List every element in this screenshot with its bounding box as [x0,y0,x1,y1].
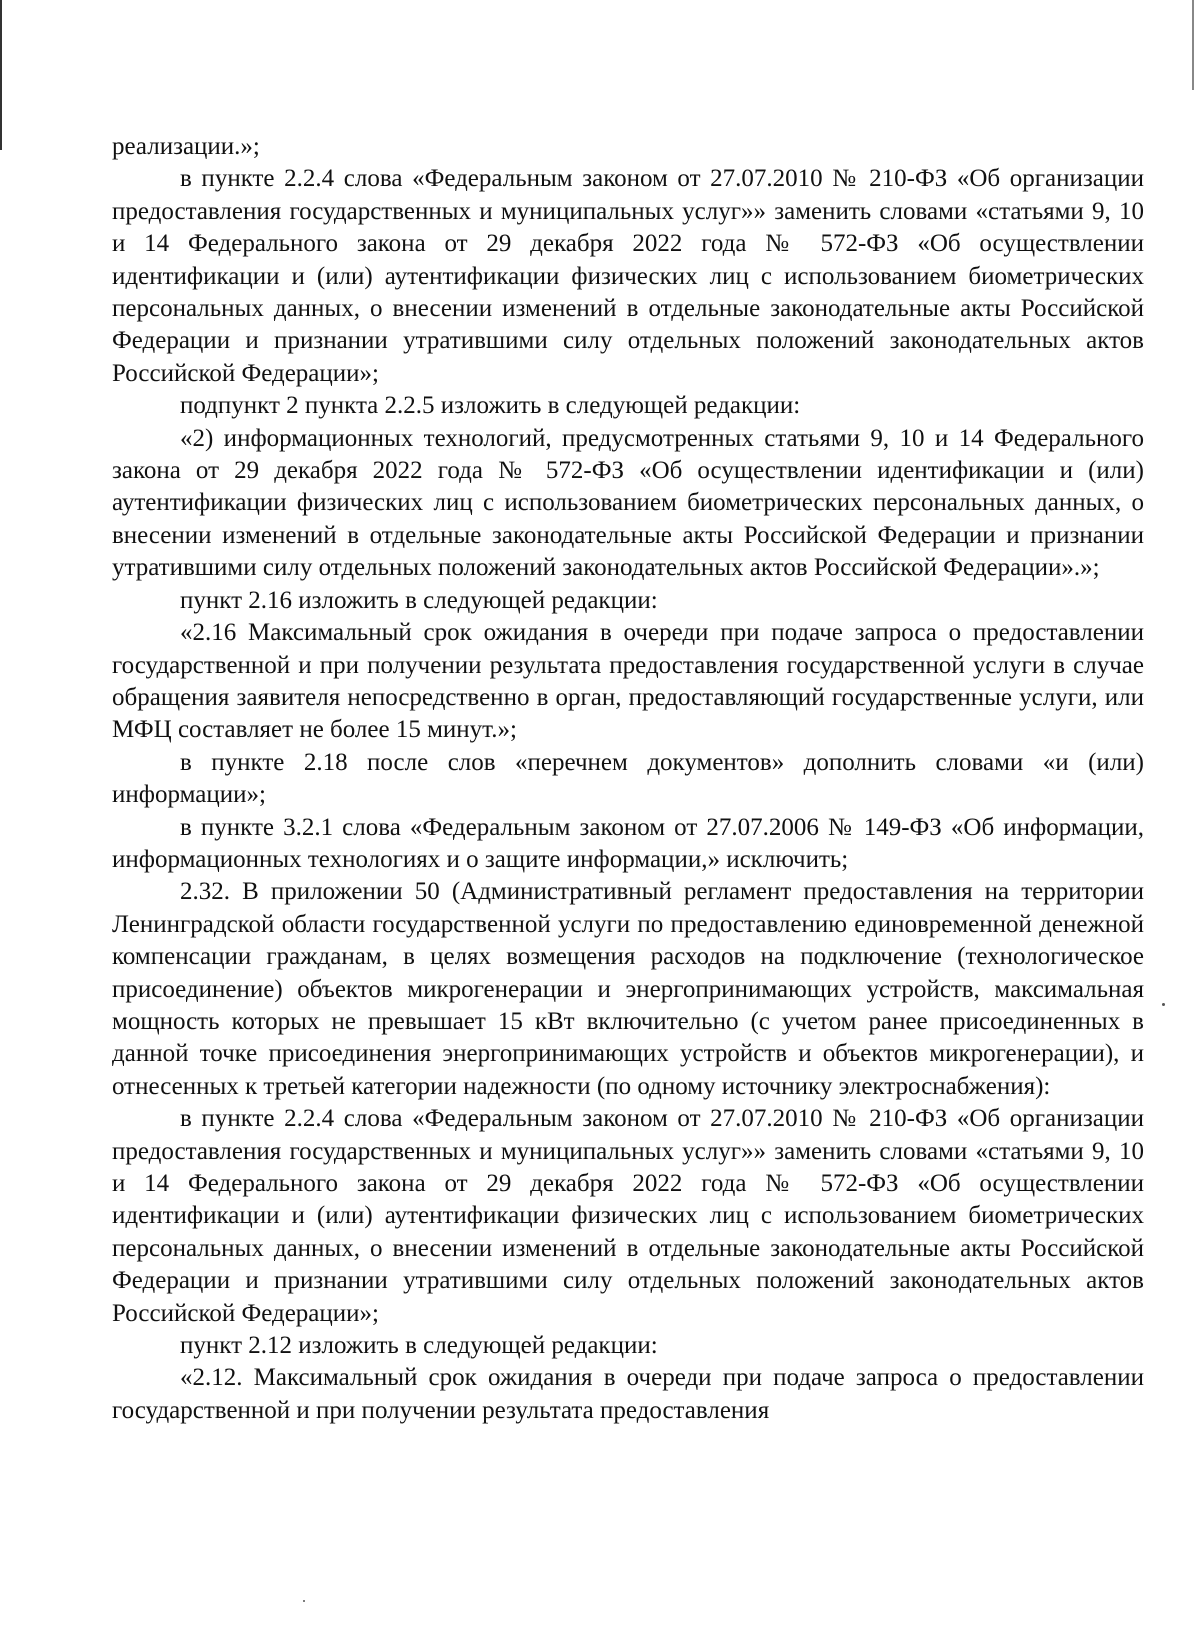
paragraph-10: в пункте 2.2.4 слова «Федеральным законом от 27.07.2010 № 210-ФЗ «Об организации предоставления государственных и муниципальных услуг»» заменить словами «статьями 9, 10 и 14 Федерального закона от 29 декабря 2022 года № 572-ФЗ «Об осуществлении идентификации и (или) аутентификации физических лиц с использованием биометрических персональных данных, о внесении изменений в отдельные законодательные акты Российской Федерации и признании утратившими силу отдельных положений законодательных актов Российской Федерации»; [112,1105,1144,1327]
scan-speck [303,1600,305,1602]
paragraph-4: «2) информационных технологий, предусмотренных статьями 9, 10 и 14 Федерального закона от 29 декабря 2022 года № 572-ФЗ «Об осуществлении идентификации и (или) аутентификации физических лиц с использованием биометрических персональных данных, о внесении изменений в отдельные законодательные акты Российской Федерации и признании утратившими силу отдельных положений законодательных актов Российской Федерации».»; [112,424,1144,582]
paragraph-8: в пункте 3.2.1 слова «Федеральным законом от 27.07.2006 № 149-ФЗ «Об информации, информационных технологиях и о защите информации,» исключить; [112,813,1144,873]
paragraph-6: «2.16 Максимальный срок ожидания в очереди при подаче запроса о предоставлении государственной и при получении результата предоставления государственной услуги в случае обращения заявителя непосредственно в орган, предоставляющий государственные услуги, или МФЦ составляет не более 15 минут.»; [112,619,1144,744]
scan-edge-mark-right [1192,0,1194,90]
paragraph-5: пункт 2.16 изложить в следующей редакции: [180,586,658,614]
paragraph-3: подпункт 2 пункта 2.2.5 изложить в следующей редакции: [180,392,801,420]
document-body [112,131,1144,1427]
scan-edge-mark [0,0,2,150]
scan-speck [1162,1003,1165,1006]
paragraph-1: реализации.»; [112,133,260,160]
paragraph-12: «2.12. Максимальный срок ожидания в очереди при подаче запроса о предоставлении государственной и при получении результата предоставления [112,1364,1144,1424]
paragraph-9: 2.32. В приложении 50 (Административный регламент предоставления на территории Ленинградской области государственной услуги по предоставлению единовременной денежной компенсации гражданам, в целях возмещения расходов на подключение (технологическое присоединение) объектов микрогенерации и энергопринимающих устройств, максимальная мощность которых не превышает 15 кВт включительно (с учетом ранее присоединенных в данной точке присоединения энергопринимающих устройств и объектов микрогенерации), и отнесенных к третьей категории надежности (по одному источнику электроснабжения): [112,878,1144,1100]
paragraph-7: в пункте 2.18 после слов «перечнем документов» дополнить словами «и (или) информации»; [112,748,1144,809]
paragraph-11: пункт 2.12 изложить в следующей редакции: [180,1332,658,1360]
paragraph-2: в пункте 2.2.4 слова «Федеральным законом от 27.07.2010 № 210-ФЗ «Об организации предоставления государственных и муниципальных услуг»» заменить словами «статьями 9, 10 и 14 Федерального закона от 29 декабря 2022 года № 572-ФЗ «Об осуществлении идентификации и (или) аутентификации физических лиц с использованием биометрических персональных данных, о внесении изменений в отдельные законодательные акты Российской Федерации и признании утратившими силу отдельных положений законодательных актов Российской Федерации»; [112,165,1144,387]
